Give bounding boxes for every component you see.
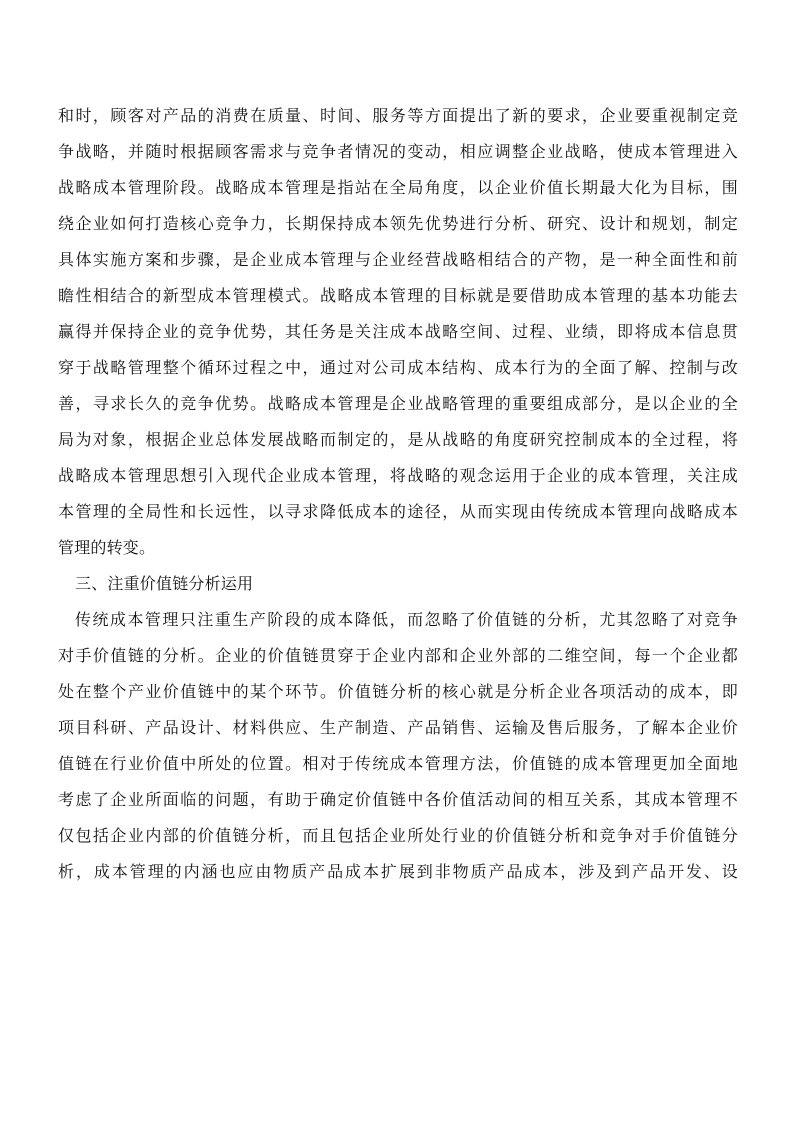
paragraph-2 <box>58 602 738 890</box>
paragraph-line: 仅包括企业内部的价值链分析，而且包括企业所处行业的价值链分析和竞争对手价值链分 <box>58 826 738 845</box>
paragraph-1 <box>58 98 738 566</box>
paragraph-line: 对手价值链的分析。企业的价值链贯穿于企业内部和企业外部的二维空间，每一个企业都 <box>58 646 738 665</box>
paragraph-line: 值链在行业价值中所处的位置。相对于传统成本管理方法，价值链的成本管理更加全面地 <box>58 754 738 773</box>
paragraph-line: 穿于战略管理整个循环过程之中，通过对公司成本结构、成本行为的全面了解、控制与改 <box>58 358 738 377</box>
paragraph-line: 绕企业如何打造核心竞争力，长期保持成本领先优势进行分析、研究、设计和规划，制定 <box>58 214 738 233</box>
paragraph-line: 局为对象，根据企业总体发展战略而制定的，是从战略的角度研究控制成本的全过程，将 <box>58 430 738 449</box>
paragraph-line: 项目科研、产品设计、材料供应、生产制造、产品销售、运输及售后服务，了解本企业价 <box>58 718 738 737</box>
paragraph-line: 传统成本管理只注重生产阶段的成本降低，而忽略了价值链的分析，尤其忽略了对竞争 <box>75 610 738 629</box>
paragraph-line: 战略成本管理阶段。战略成本管理是指站在全局角度，以企业价值长期最大化为目标，围 <box>58 178 738 197</box>
body-text <box>58 98 738 890</box>
paragraph-line: 瞻性相结合的新型成本管理模式。战略成本管理的目标就是要借助成本管理的基本功能去 <box>58 286 738 305</box>
paragraph-line: 析，成本管理的内涵也应由物质产品成本扩展到非物质产品成本，涉及到产品开发、设 <box>58 862 738 881</box>
paragraph-line: 考虑了企业所面临的问题，有助于确定价值链中各价值活动间的相互关系，其成本管理不 <box>58 790 738 809</box>
paragraph-line: 赢得并保持企业的竞争优势，其任务是关注成本战略空间、过程、业绩，即将成本信息贯 <box>58 322 738 341</box>
section-heading: 三、注重价值链分析运用 <box>75 574 254 593</box>
paragraph-line: 本管理的全局性和长远性，以寻求降低成本的途径，从而实现由传统成本管理向战略成本 <box>58 502 738 521</box>
paragraph-line: 处在整个产业价值链中的某个环节。价值链分析的核心就是分析企业各项活动的成本，即 <box>58 682 738 701</box>
paragraph-line: 和时，顾客对产品的消费在质量、时间、服务等方面提出了新的要求，企业要重视制定竞 <box>58 106 738 125</box>
paragraph-line: 战略成本管理思想引入现代企业成本管理，将战略的观念运用于企业的成本管理，关注成 <box>58 466 738 485</box>
paragraph-line: 管理的转变。 <box>58 538 156 557</box>
paragraph-line: 善，寻求长久的竞争优势。战略成本管理是企业战略管理的重要组成部分，是以企业的全 <box>58 394 738 413</box>
paragraph-line: 具体实施方案和步骤，是企业成本管理与企业经营战略相结合的产物，是一种全面性和前 <box>58 250 738 269</box>
paragraph-line: 争战略，并随时根据顾客需求与竞争者情况的变动，相应调整企业战略，使成本管理进入 <box>58 142 738 161</box>
